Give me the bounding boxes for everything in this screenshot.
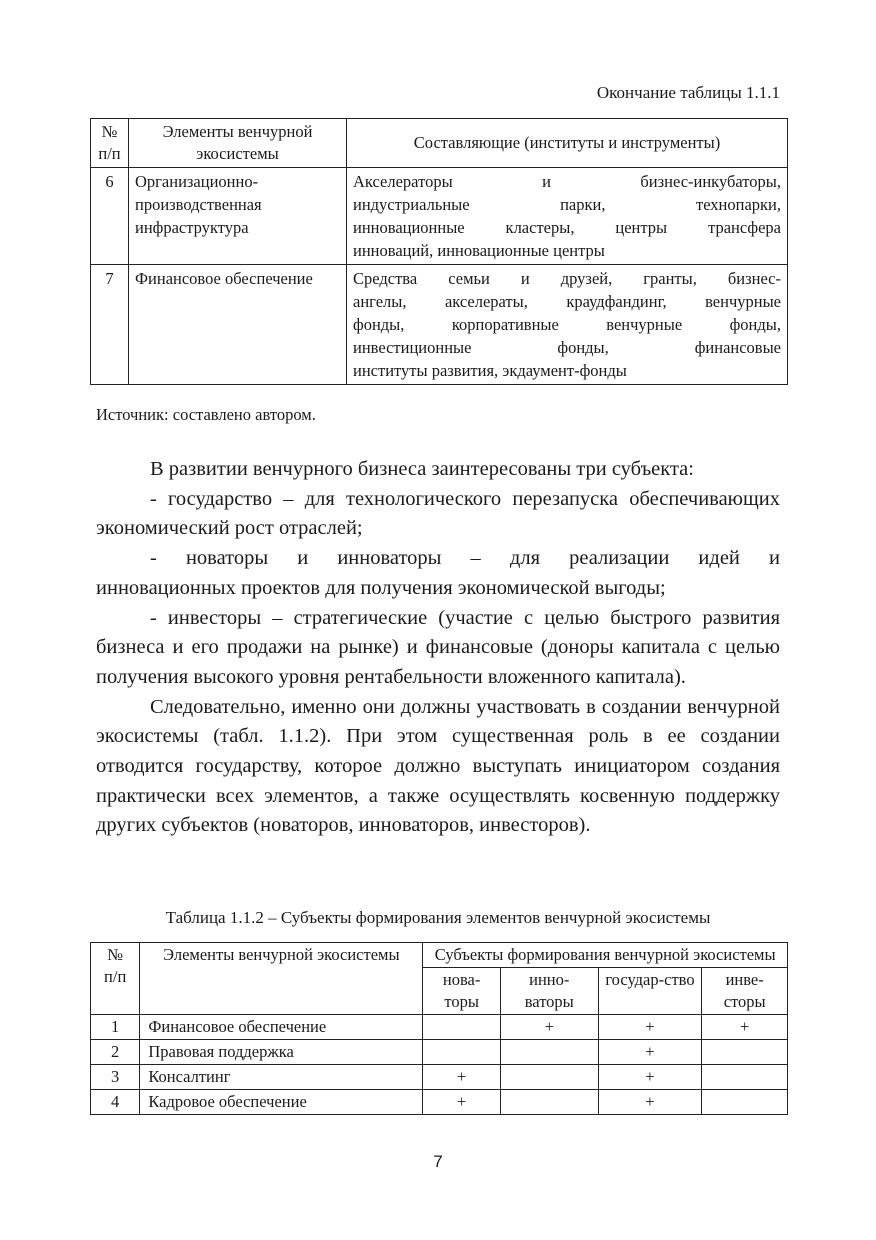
row-element: Финансовое обеспечение — [140, 1015, 423, 1040]
row-element: Правовая поддержка — [140, 1040, 423, 1065]
header-subject-state: государ-ство — [598, 968, 702, 1015]
header-subject-innovators: инно-ваторы — [500, 968, 598, 1015]
row-element: Финансовое обеспечение — [129, 265, 347, 385]
paragraph-item-investors: - инвесторы – стратегические (участие с целью быстрого развития бизнеса и его продажи на рынке) и финансовые (доноры капитала с целью получения высокого уровня рентабельности вложенного капитала). — [96, 606, 780, 688]
components-table — [90, 118, 788, 385]
row-components: Акселераторы и бизнес-инкубаторы, индустриальные парки, технопарки, инновационные кластеры, центры трансфера инноваций, инновационные центры — [347, 168, 788, 265]
mark-cell — [500, 1090, 598, 1115]
table-header-row — [91, 119, 788, 168]
table-header-row — [91, 943, 788, 968]
table-source-note: Источник: составлено автором. — [96, 405, 316, 424]
header-subject-novators: нова-торы — [423, 968, 501, 1015]
row-number: 6 — [91, 168, 129, 265]
header-number: № п/п — [91, 943, 140, 1015]
mark-cell — [423, 1040, 501, 1065]
row-number: 1 — [91, 1015, 140, 1040]
row-number: 7 — [91, 265, 129, 385]
header-components: Составляющие (институты и инструменты) — [347, 119, 788, 168]
row-element: Кадровое обеспечение — [140, 1090, 423, 1115]
table-row — [91, 1040, 788, 1065]
table-caption: Таблица 1.1.2 – Субъекты формирования элементов венчурной экосистемы — [165, 908, 711, 927]
paragraph-intro: В развитии венчурного бизнеса заинтересованы три субъекта: — [150, 458, 694, 480]
mark-cell: + — [423, 1090, 501, 1115]
mark-cell: + — [598, 1065, 702, 1090]
header-subjects: Субъекты формирования венчурной экосистемы — [423, 943, 788, 968]
mark-cell: + — [598, 1040, 702, 1065]
mark-cell: + — [423, 1065, 501, 1090]
mark-cell — [702, 1040, 788, 1065]
table-row — [91, 1015, 788, 1040]
body-text — [96, 455, 780, 841]
mark-cell: + — [598, 1015, 702, 1040]
mark-cell — [702, 1065, 788, 1090]
table-row — [91, 1065, 788, 1090]
table-row — [91, 168, 788, 265]
table-row — [91, 265, 788, 385]
mark-cell: + — [598, 1090, 702, 1115]
header-elements: Элементы венчурной экосистемы — [140, 943, 423, 1015]
table-continuation-caption: Окончание таблицы 1.1.1 — [596, 83, 780, 102]
row-number: 2 — [91, 1040, 140, 1065]
mark-cell — [500, 1065, 598, 1090]
paragraph-item-innovators-line2: инновационных проектов для получения экономической выгоды; — [96, 576, 666, 599]
mark-cell — [423, 1015, 501, 1040]
subjects-table — [90, 942, 788, 1115]
mark-cell: + — [702, 1015, 788, 1040]
header-subject-investors: инве-сторы — [702, 968, 788, 1015]
row-number: 3 — [91, 1065, 140, 1090]
table-row — [91, 1090, 788, 1115]
row-number: 4 — [91, 1090, 140, 1115]
page-number: 7 — [433, 1152, 443, 1171]
row-element: Консалтинг — [140, 1065, 423, 1090]
mark-cell — [500, 1040, 598, 1065]
row-components: Средства семьи и друзей, гранты, бизнес- ангелы, акселераты, краудфандинг, венчурные фонды, корпоративные венчурные фонды, инвестиционные фонды, финансовые институты развития, экдаумент-фонды — [347, 265, 788, 385]
header-elements: Элементы венчурной экосистемы — [129, 119, 347, 168]
mark-cell: + — [500, 1015, 598, 1040]
paragraph-item-state: - государство – для технологического перезапуска обеспечивающих экономический рост отраслей; — [96, 487, 780, 540]
row-element: Организационно-производственная инфраструктура — [129, 168, 347, 265]
paragraph-conclusion: Следовательно, именно они должны участвовать в создании венчурной экосистемы (табл. 1.1.2). При этом существенная роль в ее создании отводится государству, которое должно выступать инициатором создания практически всех элементов, а также осуществлять косвенную поддержку других субъектов (новаторов, инноваторов, инвесторов). — [96, 695, 780, 837]
mark-cell — [702, 1090, 788, 1115]
paragraph-item-innovators-line1: - новаторы и инноваторы – для реализации идей и — [150, 547, 780, 570]
header-number: № п/п — [91, 119, 129, 168]
